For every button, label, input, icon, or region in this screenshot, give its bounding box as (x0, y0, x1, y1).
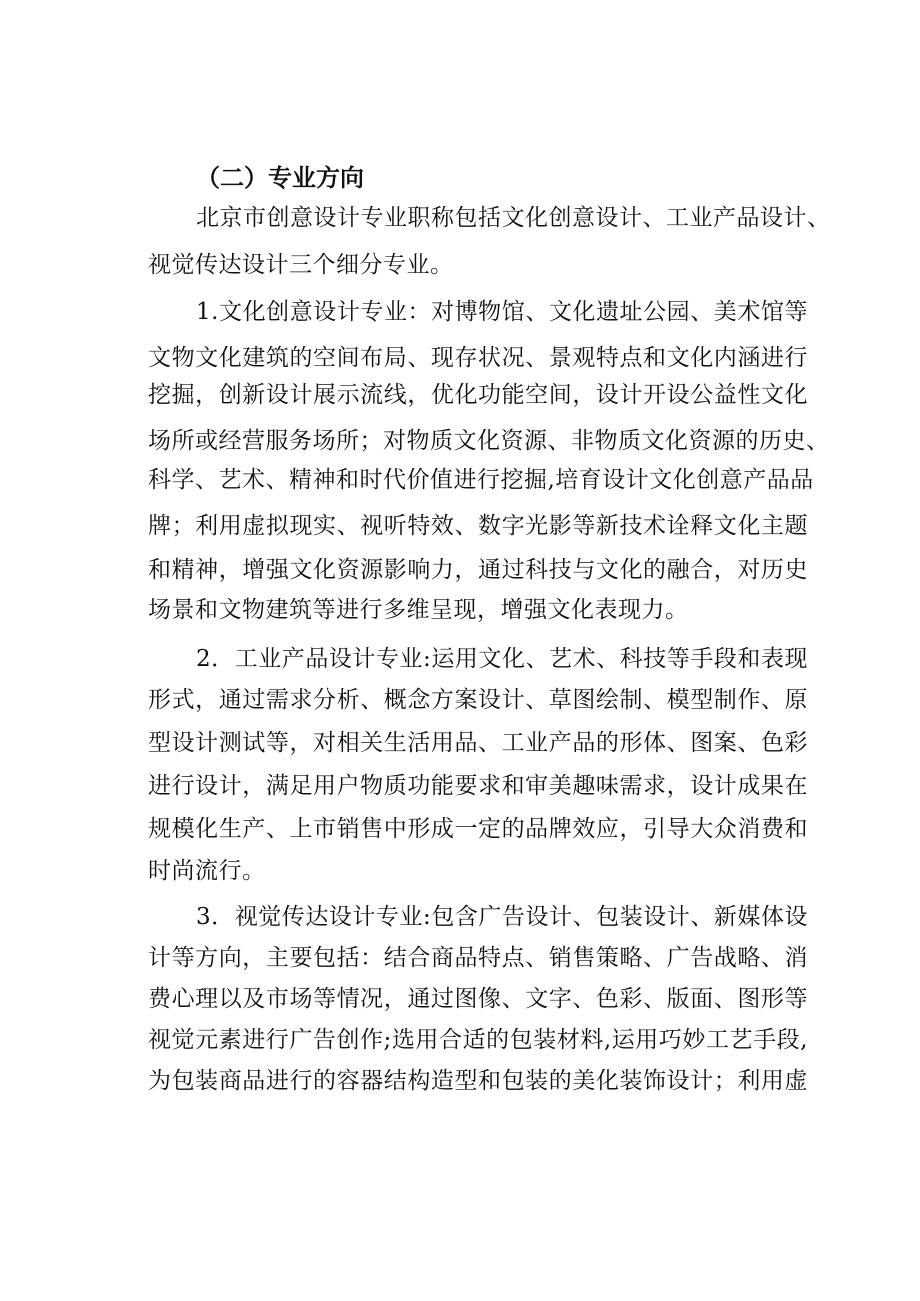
intro-line-2: 视觉传达设计三个细分专业。 (148, 252, 454, 278)
section2-line-2: 形式，通过需求分析、概念方案设计、草图绘制、模型制作、原 (148, 687, 808, 713)
section2-line-6: 时尚流行。 (148, 858, 266, 884)
section3-line-3: 费心理以及市场等情况，通过图像、文字、色彩、版面、图形等 (148, 986, 808, 1012)
section3-line-4: 视觉元素进行广告创作;选用合适的包装材料,运用巧妙工艺手段, (148, 1027, 808, 1053)
section3-line-5: 为包装商品进行的容器结构造型和包装的美化装饰设计；利用虚 (148, 1068, 808, 1094)
section2-line-4: 进行设计，满足用户物质功能要求和审美趣味需求，设计成果在 (148, 773, 808, 799)
section2-line-3: 型设计测试等，对相关生活用品、工业产品的形体、图案、色彩 (148, 730, 808, 756)
section2-line-5: 规模化生产、上市销售中形成一定的品牌效应，引导大众消费和 (148, 816, 808, 842)
section1-line-6: 牌；利用虚拟现实、视听特效、数字光影等新技术诠释文化主题 (148, 513, 808, 539)
section3-line-2: 计等方向，主要包括：结合商品特点、销售策略、广告战略、消 (148, 945, 808, 971)
section3-line-1: 3．视觉传达设计专业:包含广告设计、包装设计、新媒体设 (196, 904, 808, 930)
section1-line-1: 1.文化创意设计专业：对博物馆、文化遗址公园、美术馆等 (196, 299, 808, 325)
section1-line-2: 文物文化建筑的空间布局、现存状况、景观特点和文化内涵进行 (148, 345, 808, 371)
intro-line-1: 北京市创意设计专业职称包括文化创意设计、工业产品设计、 (196, 205, 831, 231)
section1-line-3: 挖掘，创新设计展示流线，优化功能空间，设计开设公益性文化 (148, 382, 808, 408)
section1-line-7: 和精神，增强文化资源影响力，通过科技与文化的融合，对历史 (148, 557, 808, 583)
section2-line-1: 2．工业产品设计专业:运用文化、艺术、科技等手段和表现 (196, 646, 808, 672)
section1-line-5: 科学、艺术、精神和时代价值进行挖掘,培育设计文化创意产品品 (148, 467, 814, 493)
section-heading: （二）专业方向 (196, 163, 364, 192)
section1-line-8: 场景和文物建筑等进行多维呈现，增强文化表现力。 (148, 597, 689, 623)
section1-line-4: 场所或经营服务场所；对物质文化资源、非物质文化资源的历史、 (148, 428, 830, 454)
